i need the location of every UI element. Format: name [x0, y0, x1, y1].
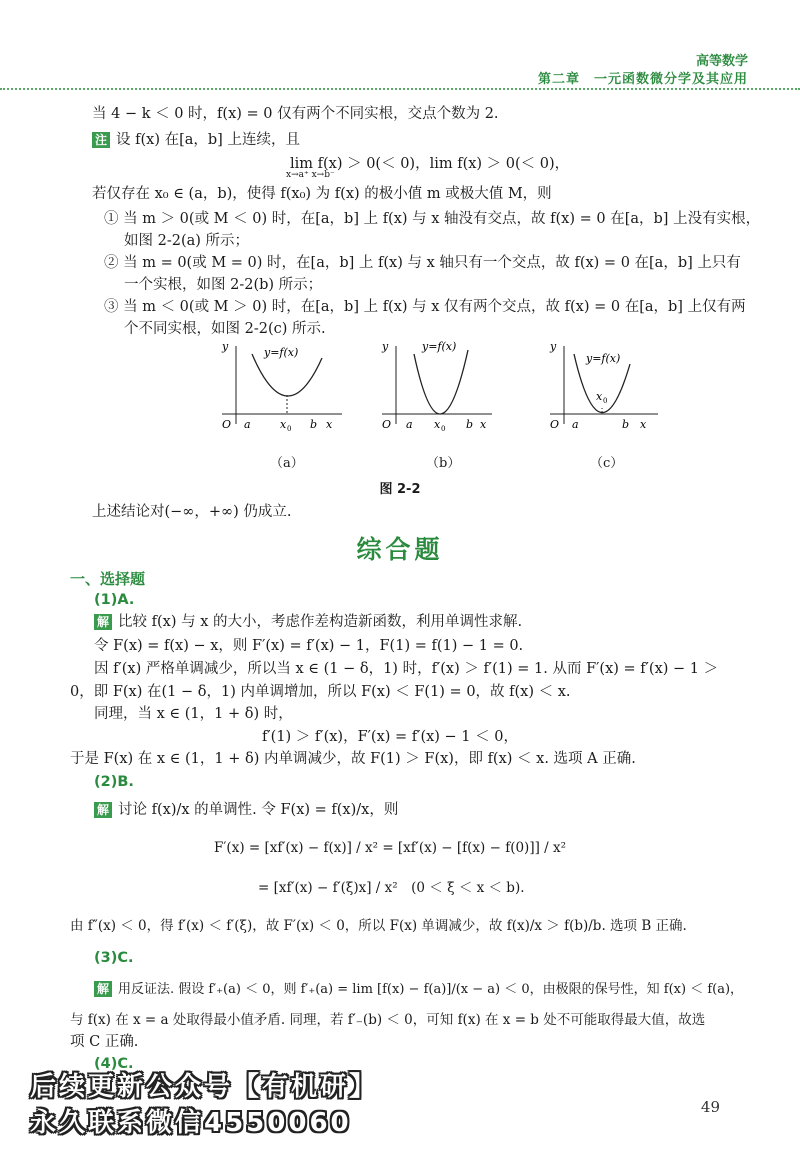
figure-c: [540, 336, 670, 436]
text-line: ② 当 m = 0(或 M = 0) 时，在[a，b] 上 f(x) 与 x 轴只有一个交点，故 f(x) = 0 在[a，b] 上只有: [104, 255, 741, 271]
curve: [252, 354, 322, 396]
header-divider: [0, 88, 800, 90]
item-number: (1)A.: [94, 592, 135, 608]
solution-text: 讨论 f(x)/x 的单调性. 令 F(x) = f(x)/x，则: [118, 802, 399, 818]
text-line: 因 f′(x) 严格单调减少，所以当 x ∈ (1 − δ，1) 时，f′(x) ＞ f′(1) = 1. 从而 F′(x) = f′(x) − 1 ＞: [94, 661, 719, 677]
text-line: 当 4 − k ＜ 0 时，f(x) = 0 仅有两个不同实根，交点个数为 2.: [92, 106, 499, 122]
x-label: x: [640, 418, 647, 431]
note-line: [92, 130, 300, 150]
caption-a: （a）: [270, 456, 304, 471]
y-label: y: [382, 340, 389, 353]
text-line: 若仅存在 x₀ ∈ (a，b)，使得 f(x₀) 为 f(x) 的极小值 m 或极大值 M，则: [92, 186, 552, 202]
a-label: a: [572, 418, 579, 431]
curve-label: y=f(x): [264, 346, 299, 359]
text-line: 个不同实根，如图 2-2(c) 所示.: [124, 321, 326, 337]
caption-c: （c）: [590, 456, 624, 471]
solution-line: [94, 612, 522, 632]
item-number: (3)C.: [94, 950, 134, 966]
x-label: x: [326, 418, 333, 431]
x0-sub: 0: [603, 397, 608, 405]
note-tag: 注: [92, 132, 110, 148]
solution-tag: 解: [94, 614, 112, 630]
watermark-line: 后续更新公众号【有机研】: [30, 1072, 379, 1102]
figure-title: 图 2-2: [379, 482, 421, 497]
item-number: (4)C.: [94, 1056, 134, 1072]
solution-text: 比较 f(x) 与 x 的大小，考虑作差构造新函数，利用单调性求解.: [118, 614, 523, 630]
note-text: 设 f(x) 在[a，b] 上连续，且: [116, 132, 300, 148]
curve-label: y=f(x): [586, 352, 621, 365]
text-line: 于是 F(x) 在 x ∈ (1，1 + δ) 内单调减少，故 F(1) ＞ F(x)，即 f(x) ＜ x. 选项 A 正确.: [70, 751, 636, 767]
text-line: 一个实根，如图 2-2(b) 所示；: [124, 277, 323, 293]
text-line: f′(1) ＞ f′(x)，F′(x) = f′(x) − 1 ＜ 0，: [262, 729, 518, 745]
caption-b: （b）: [426, 456, 461, 471]
solution-line: [94, 800, 398, 820]
b-label: b: [466, 418, 474, 431]
x0-label: x: [596, 390, 603, 403]
origin-label: O: [382, 418, 392, 431]
x0-label: x: [280, 418, 287, 431]
x0-sub: 0: [287, 425, 292, 433]
formula-limits: lim f(x) ＞ 0(＜ 0)，lim f(x) ＞ 0(＜ 0)，: [290, 156, 570, 172]
section-title: 综合题: [356, 535, 444, 564]
a-label: a: [406, 418, 413, 431]
figure-b: [372, 336, 502, 436]
text-line: 令 F(x) = f(x) − x，则 F′(x) = f′(x) − 1，F(1) = f(1) − 1 = 0.: [94, 638, 524, 654]
part-title: 一、选择题: [70, 570, 146, 588]
text-line: 项 C 正确.: [70, 1034, 139, 1050]
page-number: 49: [700, 1098, 720, 1116]
curve-label: y=f(x): [422, 340, 457, 353]
text-line: 由 f″(x) ＜ 0，得 f′(x) ＜ f′(ξ)，故 F′(x) ＜ 0，所以 F(x) 单调减少，故 f(x)/x ＞ f(b)/b. 选项 B 正确.: [70, 918, 687, 934]
text-line: 0，即 F(x) 在(1 − δ，1) 内单调增加，所以 F(x) ＜ F(1) = 0，故 f(x) ＜ x.: [70, 684, 571, 700]
text-line: 同理，当 x ∈ (1，1 + δ) 时，: [94, 706, 293, 722]
solution-line: [94, 980, 743, 1000]
y-label: y: [222, 340, 229, 353]
y-label: y: [550, 340, 557, 353]
formula-limit-subscripts: x→a⁺ x→b⁻: [286, 170, 335, 180]
formula-line: = [xf′(x) − f′(ξ)x] / x² (0 ＜ ξ ＜ x ＜ b).: [258, 880, 525, 896]
figure-a: [212, 336, 352, 436]
b-label: b: [310, 418, 318, 431]
solution-text: 用反证法. 假设 f′₊(a) ＜ 0，则 f′₊(a) = lim [f(x) − f(a)]/(x − a) ＜ 0，由极限的保号性，知 f(x) ＜ f(a)，: [118, 982, 744, 997]
origin-label: O: [222, 418, 232, 431]
text-line: 如图 2-2(a) 所示；: [124, 233, 250, 249]
chapter-title: 第二章 一元函数微分学及其应用: [537, 72, 748, 87]
item-number: (2)B.: [94, 774, 134, 790]
text-line: 上述结论对(−∞，+∞) 仍成立.: [92, 504, 292, 520]
x-label: x: [480, 418, 487, 431]
text-line: 与 f(x) 在 x = a 处取得最小值矛盾. 同理，若 f′₋(b) ＜ 0，可知 f(x) 在 x = b 处不可能取得最大值，故选: [70, 1012, 706, 1028]
text-line: ① 当 m ＞ 0(或 M ＜ 0) 时，在[a，b] 上 f(x) 与 x 轴没有交点，故 f(x) = 0 在[a，b] 上没有实根，: [104, 211, 761, 227]
x0-label: x: [434, 418, 441, 431]
origin-label: O: [550, 418, 560, 431]
book-title: 高等数学: [695, 54, 748, 69]
x0-sub: 0: [441, 425, 446, 433]
solution-tag: 解: [94, 981, 112, 997]
text-line: ③ 当 m ＜ 0(或 M ＞ 0) 时，在[a，b] 上 f(x) 与 x 仅有两个交点，故 f(x) = 0 在[a，b] 上仅有两: [104, 299, 746, 315]
a-label: a: [244, 418, 251, 431]
watermark-line: 永久联系微信4550060: [30, 1108, 352, 1138]
solution-tag: 解: [94, 802, 112, 818]
b-label: b: [622, 418, 630, 431]
formula-line: F′(x) = [xf′(x) − f(x)] / x² = [xf′(x) − [f(x) − f(0)]] / x²: [214, 840, 567, 856]
